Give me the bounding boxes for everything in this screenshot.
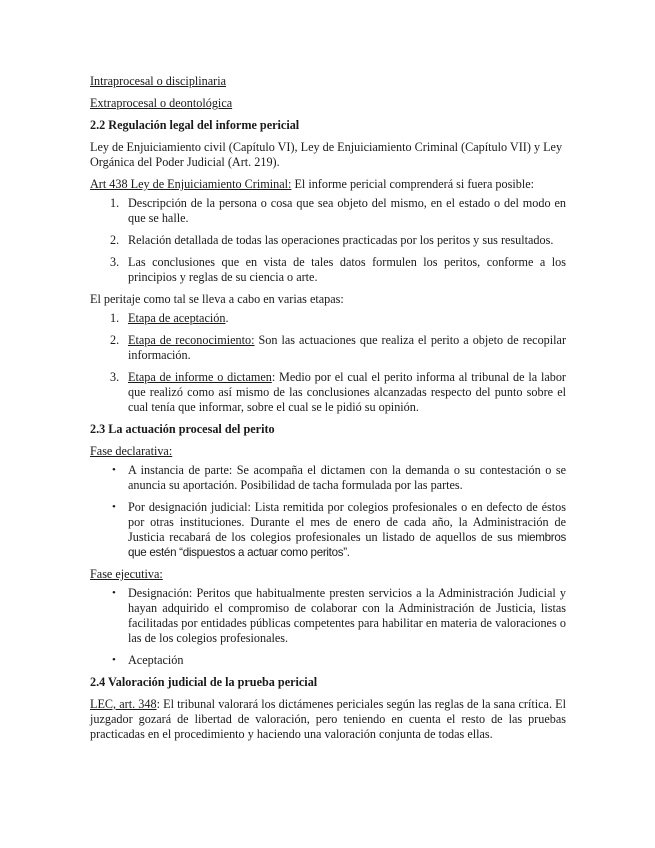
stage-text: : Medio por el cual el perito informa al tribunal de la labor que realizó como así mismo de las conclusiones alcanzadas respecto del punto sobre el cual tenía que informar, sobre el cual se le pidió su opinión. — [128, 370, 566, 414]
lec348-text: : El tribunal valorará los dictámenes periciales según las reglas de la sana crítica. El juzgador gozará de libertad de valoración, pero teniendo en cuenta el resto de las pruebas practicadas en el procedimiento y haciendo una valoración conjunta de todas ellas. — [90, 697, 566, 741]
list-item — [90, 500, 566, 560]
list-number: 1. — [110, 196, 120, 210]
document-page — [90, 74, 566, 742]
informe-list — [90, 196, 566, 285]
lec348-reference: LEC, art. 348 — [90, 697, 157, 711]
bullet-icon: • — [112, 587, 116, 599]
heading-2-2: 2.2 Regulación legal del informe pericial — [90, 118, 300, 132]
fase-declarativa-label: Fase declarativa: — [90, 444, 173, 458]
list-item-text: Relación detallada de todas las operaciones practicadas por los peritos y sus resultados. — [128, 233, 554, 247]
list-item — [90, 370, 566, 415]
fase-declarativa-list — [90, 463, 566, 560]
list-number: 2. — [110, 233, 120, 247]
list-item-text: Aceptación — [128, 653, 184, 667]
line-extraprocesal: Extraprocesal o deontológica — [90, 96, 233, 110]
heading-2-3: 2.3 La actuación procesal del perito — [90, 422, 275, 436]
bullet-icon: • — [112, 464, 116, 476]
list-item-text: Por designación judicial: Lista remitida por colegios profesionales o en defecto de éstos por otras instituciones. Durante el mes de enero de cada año, la Administración de Justicia recabará de los colegios profesionales un listado de aquellos de sus — [128, 500, 566, 544]
list-item-tail: miembros que estén “dispuestos a actuar como peritos”. — [128, 531, 566, 559]
stage-label: Etapa de aceptación — [128, 311, 226, 325]
paragraph-art438 — [90, 177, 566, 192]
stage-label: Etapa de reconocimiento: — [128, 333, 255, 347]
list-item — [90, 255, 566, 285]
list-item-text: Las conclusiones que en vista de tales datos formulen los peritos, conforme a los principios y reglas de su ciencia o arte. — [128, 255, 566, 284]
paragraph-lec348 — [90, 697, 566, 742]
stage-text: . — [225, 311, 229, 325]
bullet-icon: • — [112, 501, 116, 513]
list-number: 3. — [110, 255, 120, 269]
etapas-list — [90, 311, 566, 415]
stage-label: Etapa de informe o dictamen — [128, 370, 272, 384]
list-item — [90, 653, 566, 668]
paragraph-leyes: Ley de Enjuiciamiento civil (Capítulo VI), Ley de Enjuiciamiento Criminal (Capítulo VII) y Ley Orgánica del Poder Judicial (Art. 219). — [90, 140, 563, 169]
fase-ejecutiva-list — [90, 586, 566, 668]
stage-text: Son las actuaciones que realiza el perito a objeto de recopilar información. — [128, 333, 566, 362]
list-item — [90, 311, 566, 326]
paragraph-etapas: El peritaje como tal se lleva a cabo en varias etapas: — [90, 292, 344, 306]
list-item — [90, 463, 566, 493]
art438-reference: Art 438 Ley de Enjuiciamiento Criminal: — [90, 177, 292, 191]
list-item — [90, 233, 566, 248]
list-item-text: Descripción de la persona o cosa que sea objeto del mismo, en el estado o del modo en que se halle. — [128, 196, 566, 225]
list-item — [90, 586, 566, 646]
list-item — [90, 333, 566, 363]
bullet-icon: • — [112, 654, 116, 666]
art438-text: El informe pericial comprenderá si fuera posible: — [291, 177, 535, 191]
line-intraprocesal: Intraprocesal o disciplinaria — [90, 74, 227, 88]
list-item-text: Designación: Peritos que habitualmente presten servicios a la Administración Judicial y hayan adquirido el compromiso de colaborar con la Administración de Justicia, listas facilitadas por entidades públicas competentes para habilitar en materia de valoraciones o las de los colegios profesionales. — [128, 586, 566, 645]
list-number: 3. — [110, 370, 120, 384]
list-item-text: A instancia de parte: Se acompaña el dictamen con la demanda o su contestación o se anuncia su aportación. Posibilidad de tacha formulada por las partes. — [128, 463, 566, 492]
list-number: 1. — [110, 311, 120, 325]
list-number: 2. — [110, 333, 120, 347]
fase-ejecutiva-label: Fase ejecutiva: — [90, 567, 163, 581]
heading-2-4: 2.4 Valoración judicial de la prueba pericial — [90, 675, 318, 689]
list-item — [90, 196, 566, 226]
